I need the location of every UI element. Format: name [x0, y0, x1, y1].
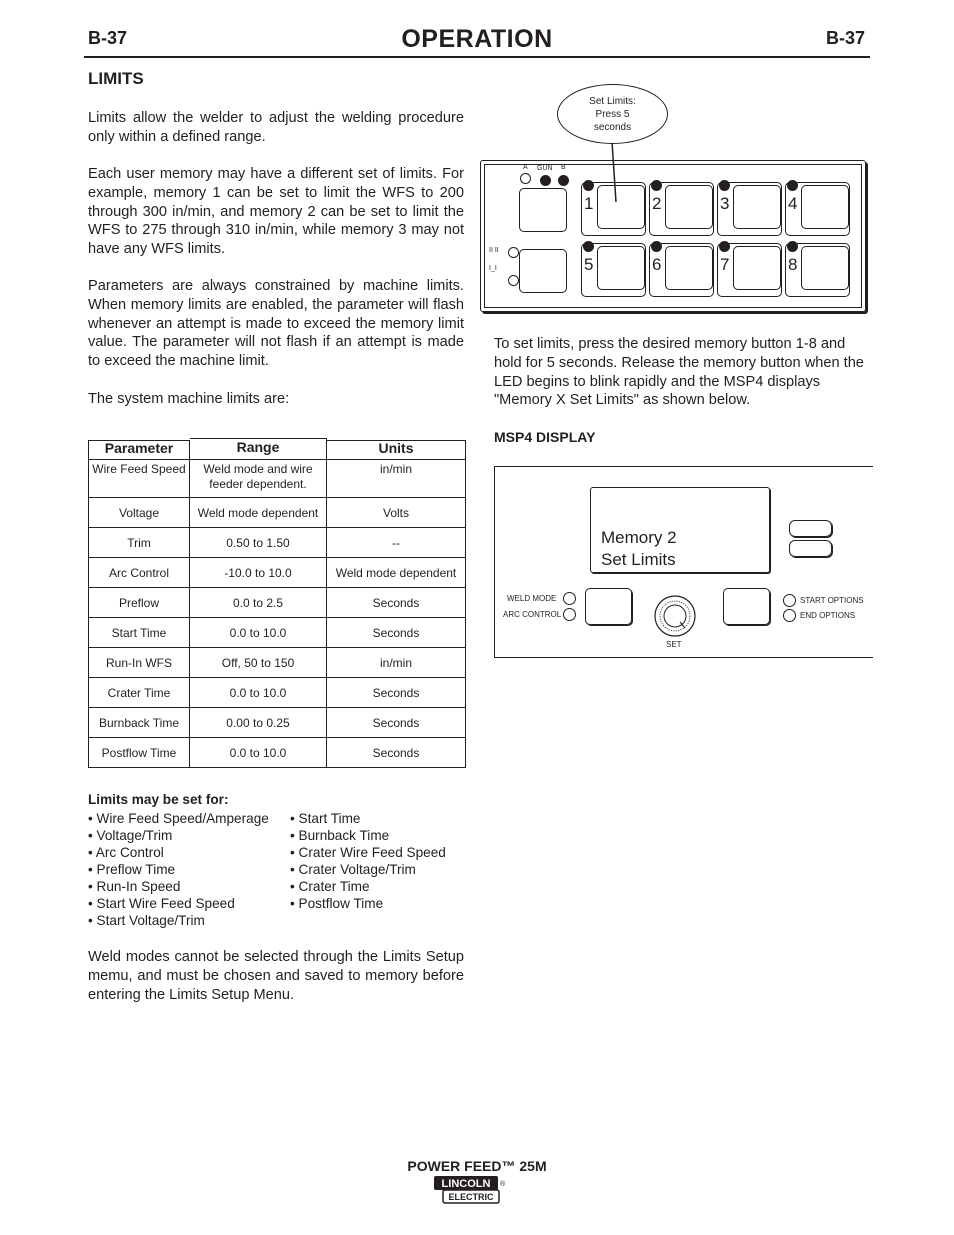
limits-list-item: • Voltage/Trim	[88, 828, 173, 843]
limits-list-item: • Crater Time	[290, 879, 370, 894]
set-limits-callout	[557, 84, 668, 144]
memory-button-number: 8	[788, 255, 798, 274]
memory-button-number: 4	[788, 194, 798, 213]
trigger-select-button[interactable]	[519, 249, 567, 293]
trigger-2step-led	[508, 247, 519, 258]
table-cell-range: 0.0 to 10.0	[229, 625, 287, 640]
paragraph-machine-limits: Parameters are always constrained by machine limits. When memory limits are enabled, the parameter will flash whenever an attempt is made to exceed the memory limit value. The parameter will not flash if an attempt is made to exceed the machine limit.	[88, 278, 464, 370]
table-cell-range: -10.0 to 10.0	[224, 565, 292, 580]
callout-line-1: Set Limits:	[589, 95, 636, 107]
msp4-panel	[494, 466, 873, 658]
logo-top-text: LINCOLN	[441, 1178, 491, 1190]
gun-select-button[interactable]	[519, 188, 567, 232]
limits-table	[88, 440, 466, 770]
msp4-indicator-lower	[789, 540, 832, 557]
trigger-4step-led	[508, 275, 519, 286]
weld-mode-label: WELD MODE	[507, 594, 557, 603]
table-rule	[88, 647, 466, 648]
arc-control-led	[563, 608, 576, 621]
table-cell-range: 0.00 to 0.25	[226, 715, 290, 730]
lincoln-electric-logo	[433, 1174, 509, 1205]
memory-button-number: 6	[652, 255, 662, 274]
memory-button-8[interactable]	[801, 246, 849, 290]
section-title: LIMITS	[88, 69, 144, 88]
start-options-label: START OPTIONS	[800, 596, 864, 605]
table-rule	[88, 767, 466, 768]
table-cell-parameter: Wire Feed Speed	[92, 462, 186, 476]
gun-led	[540, 175, 551, 186]
table-cell-units: --	[392, 535, 400, 550]
limits-list-item: • Run-In Speed	[88, 879, 181, 894]
memory-led-4	[787, 180, 798, 191]
callout-line-3: seconds	[593, 121, 632, 133]
msp4-lcd-screen	[590, 487, 770, 573]
limits-list-right	[290, 810, 490, 912]
page-title: OPERATION	[401, 25, 553, 53]
table-rule	[88, 459, 466, 460]
memory-button-1[interactable]	[597, 185, 645, 229]
memory-led-7	[719, 241, 730, 252]
table-cell-range: Off, 50 to 150	[221, 655, 295, 670]
right-select-button[interactable]	[723, 588, 770, 625]
msp4-display-title: MSP4 DISPLAY	[494, 429, 596, 445]
table-cell-units: Seconds	[372, 685, 420, 700]
lcd-line-2: Set Limits	[601, 550, 676, 569]
memory-button-number: 7	[720, 255, 730, 274]
memory-button-7[interactable]	[733, 246, 781, 290]
table-cell-range: 0.0 to 2.5	[232, 595, 284, 610]
table-cell-parameter: Crater Time	[107, 685, 171, 700]
table-rule	[88, 497, 466, 498]
table-header-parameter: Parameter	[104, 440, 174, 456]
table-header-range: Range	[236, 439, 280, 455]
trigger-label-4step: I_I	[489, 265, 497, 272]
memory-led-1	[583, 180, 594, 191]
footer-product-name: POWER FEED™ 25M	[407, 1158, 547, 1174]
end-options-led	[783, 609, 796, 622]
table-rule	[88, 707, 466, 708]
arc-control-label: ARC CONTROL	[503, 610, 562, 619]
table-cell-units: Seconds	[372, 745, 420, 760]
table-cell-parameter: Run-In WFS	[105, 655, 172, 670]
gun-label-a: A	[523, 164, 528, 171]
table-cell-units: Seconds	[372, 715, 420, 730]
table-cell-range: 0.0 to 10.0	[229, 745, 287, 760]
memory-led-5	[583, 241, 594, 252]
limits-list-item: • Wire Feed Speed/Amperage	[88, 811, 269, 826]
table-rule	[189, 440, 190, 768]
left-select-button[interactable]	[585, 588, 632, 625]
table-rule	[88, 587, 466, 588]
memory-led-3	[719, 180, 730, 191]
memory-button-number: 1	[584, 194, 594, 213]
memory-button-3[interactable]	[733, 185, 781, 229]
table-cell-units: in/min	[379, 462, 412, 476]
callout-line-2: Press 5	[595, 108, 630, 120]
weld-mode-led	[563, 592, 576, 605]
memory-button-number: 5	[584, 255, 594, 274]
memory-button-5[interactable]	[597, 246, 645, 290]
set-knob[interactable]	[653, 594, 697, 638]
msp4-indicator-upper	[789, 520, 832, 537]
limits-list-title: Limits may be set for:	[88, 792, 229, 807]
limits-list-item: • Start Wire Feed Speed	[88, 896, 235, 911]
memory-button-number: 2	[652, 194, 662, 213]
table-rule	[88, 557, 466, 558]
memory-button-6[interactable]	[665, 246, 713, 290]
memory-panel	[480, 160, 866, 312]
memory-button-number: 3	[720, 194, 730, 213]
paragraph-set-limits-instructions: To set limits, press the desired memory button 1-8 and hold for 5 seconds. Release the memory button when the LED begins to blink rapidly and the MSP4 displays "Memory X Set Limits" as shown below.	[494, 336, 864, 409]
gun-a-led	[520, 173, 531, 184]
lcd-line-1: Memory 2	[601, 528, 677, 547]
table-cell-parameter: Burnback Time	[98, 715, 180, 730]
start-options-led	[783, 594, 796, 607]
page-number-right: B-37	[826, 28, 866, 48]
limits-list-left	[88, 810, 288, 929]
limits-list-item: • Arc Control	[88, 845, 164, 860]
table-cell-parameter: Postflow Time	[101, 745, 177, 760]
limits-list-item: • Crater Wire Feed Speed	[290, 845, 446, 860]
paragraph-intro: Limits allow the welder to adjust the welding procedure only within a defined range.	[88, 110, 464, 145]
gun-b-led	[558, 175, 569, 186]
limits-list-item: • Crater Voltage/Trim	[290, 862, 416, 877]
page-number-left: B-37	[88, 28, 128, 48]
logo-bottom-text: ELECTRIC	[448, 1192, 494, 1202]
memory-led-2	[651, 180, 662, 191]
memory-button-2[interactable]	[665, 185, 713, 229]
table-rule	[326, 440, 466, 441]
limits-list-item: • Postflow Time	[290, 896, 384, 911]
limits-list-item: • Burnback Time	[290, 828, 390, 843]
table-cell-parameter: Start Time	[111, 625, 167, 640]
table-cell-parameter: Voltage	[118, 505, 160, 520]
table-cell-units: Volts	[382, 505, 409, 520]
table-cell-units: in/min	[379, 655, 412, 670]
table-cell-range: Weld mode dependent	[197, 505, 319, 520]
memory-led-6	[651, 241, 662, 252]
limits-list-item: • Preflow Time	[88, 862, 176, 877]
memory-button-4[interactable]	[801, 185, 849, 229]
table-rule	[465, 440, 466, 768]
table-cell-units: Seconds	[372, 625, 420, 640]
gun-label: GUN	[537, 165, 553, 172]
table-rule	[190, 438, 326, 439]
set-knob-label: SET	[666, 640, 682, 649]
table-cell-parameter: Arc Control	[108, 565, 170, 580]
logo-registered-mark: ®	[500, 1181, 506, 1188]
table-rule	[88, 440, 190, 441]
paragraph-system-limits: The system machine limits are:	[88, 391, 290, 407]
header-rule	[84, 56, 870, 58]
table-cell-parameter: Trim	[127, 535, 151, 550]
limits-list-item: • Start Time	[290, 811, 361, 826]
table-rule	[326, 438, 327, 768]
table-rule	[88, 440, 89, 768]
paragraph-memory-limits: Each user memory may have a different set of limits. For example, memory 1 can be set to limit the WFS to 200 through 300 in/min, and memory 2 can be set to limit the WFS to 275 through 310 in/min, while memory 3 may not have any WFS limits.	[88, 166, 464, 258]
memory-led-8	[787, 241, 798, 252]
table-cell-units: Weld mode dependent	[335, 565, 457, 580]
table-cell-parameter: Preflow	[118, 595, 159, 610]
table-cell-range: 0.0 to 10.0	[229, 685, 287, 700]
table-rule	[88, 737, 466, 738]
paragraph-weld-modes: Weld modes cannot be selected through the Limits Setup memu, and must be chosen and saved to memory before entering the Limits Setup Menu.	[88, 949, 464, 1003]
table-rule	[88, 677, 466, 678]
trigger-label-2step: II II	[489, 247, 499, 254]
gun-label-b: B	[561, 164, 566, 171]
end-options-label: END OPTIONS	[800, 611, 856, 620]
table-cell-range: Weld mode and wire feeder dependent.	[203, 462, 313, 491]
table-rule	[88, 527, 466, 528]
table-header-units: Units	[378, 440, 414, 456]
table-cell-range: 0.50 to 1.50	[226, 535, 290, 550]
table-rule	[88, 617, 466, 618]
limits-list-item: • Start Voltage/Trim	[88, 913, 205, 928]
table-cell-units: Seconds	[372, 595, 420, 610]
